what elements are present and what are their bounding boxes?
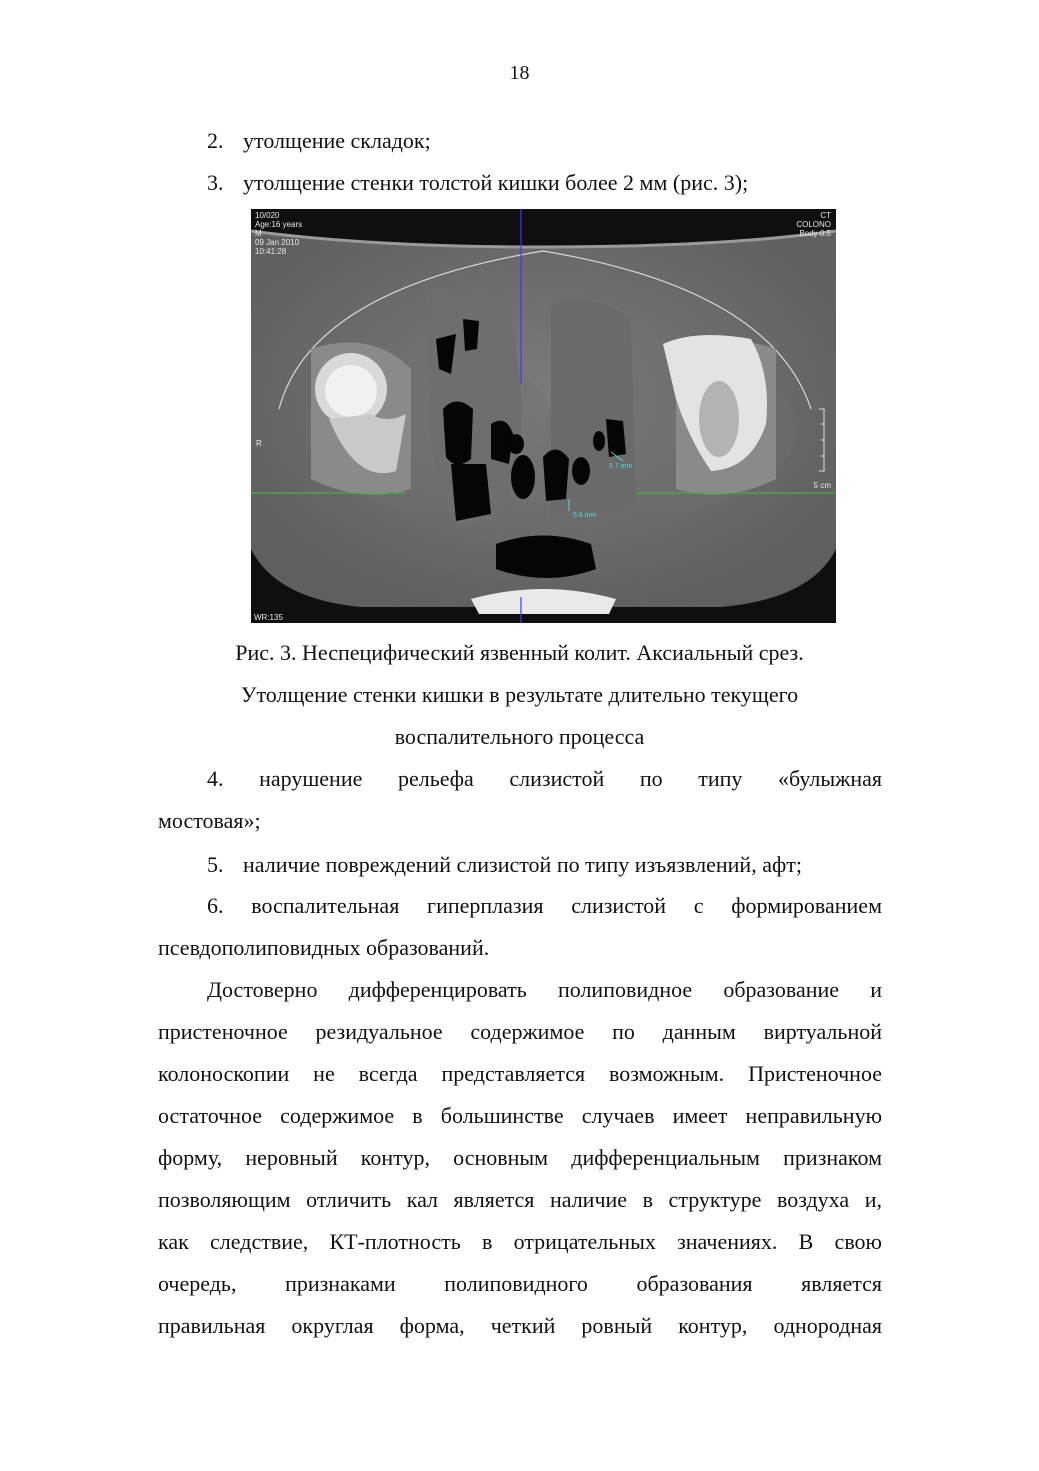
ct-overlay-top-right	[796, 211, 831, 238]
list-item-5	[207, 850, 802, 880]
text-line: пристеночное резидуальное содержимое по данным виртуальной	[158, 1019, 882, 1044]
list-item-text: наличие повреждений слизистой по типу изъязвлений, афт;	[243, 852, 802, 877]
text-line: псевдополиповидных образований.	[158, 935, 490, 960]
ct-overlay-line: COLONO	[796, 220, 831, 229]
list-item-text: утолщение стенки толстой кишки более 2 мм (рис. 3);	[243, 170, 749, 195]
figure-caption-line: воспалительного процесса	[394, 724, 645, 749]
ct-overlay-top-left	[255, 211, 302, 256]
ct-overlay-line: M	[255, 229, 262, 238]
ct-overlay-line: CT	[820, 211, 831, 220]
ct-orientation-label: R	[256, 439, 262, 448]
text-line: мостовая»;	[158, 808, 261, 833]
text-line: очередь, признаками полиповидного образования является	[158, 1271, 882, 1296]
list-item-text: утолщение складок;	[243, 128, 431, 153]
ct-overlay-line: 10:41:28	[255, 247, 287, 256]
ct-measurement-label: 5.6 mm	[573, 512, 597, 519]
list-item-6	[158, 885, 882, 969]
ct-scan-figure	[251, 209, 836, 623]
list-item-number: 3.	[207, 170, 224, 195]
text-line: колоноскопии не всегда представляется возможным. Пристеночное	[158, 1061, 882, 1086]
text-line: остаточное содержимое в большинстве случаев имеет неправильную	[158, 1103, 882, 1128]
text-line: 4. нарушение рельефа слизистой по типу «булыжная	[207, 766, 882, 791]
text-line: Достоверно дифференцировать полиповидное образование и	[207, 977, 882, 1002]
list-item-2	[207, 126, 431, 156]
ct-measurement-label: 5.7 mm	[609, 463, 633, 470]
ct-overlay-line: 09 Jan 2010	[255, 238, 300, 247]
ct-overlay-line: Body 0.5	[799, 229, 831, 238]
text-line: форму, неровный контур, основным дифференциальным признаком	[158, 1145, 882, 1170]
page-number: 18	[509, 62, 530, 84]
ct-scan-image	[251, 209, 836, 623]
list-item-number: 2.	[207, 128, 224, 153]
text-line: правильная округлая форма, четкий ровный контур, однородная	[158, 1313, 882, 1338]
ct-window-label: WR:135	[254, 613, 283, 622]
figure-caption-line: Утолщение стенки кишки в результате длительно текущего	[240, 682, 799, 707]
text-line: как следствие, КТ-плотность в отрицательных значениях. В свою	[158, 1229, 882, 1254]
text-line: позволяющим отличить кал является наличие в структуре воздуха и,	[158, 1187, 882, 1212]
text-line: 6. воспалительная гиперплазия слизистой с формированием	[207, 893, 882, 918]
ct-scale-label: 5 cm	[813, 481, 831, 490]
list-item-number: 5.	[207, 852, 224, 877]
figure-caption-line: Рис. 3. Неспецифический язвенный колит. Аксиальный срез.	[235, 640, 804, 665]
list-item-4	[158, 758, 882, 842]
ct-overlay-line: Age:16 years	[255, 220, 303, 229]
list-item-3	[207, 168, 748, 198]
body-paragraph	[158, 969, 882, 1347]
ct-overlay-line: 10/020	[255, 211, 280, 220]
